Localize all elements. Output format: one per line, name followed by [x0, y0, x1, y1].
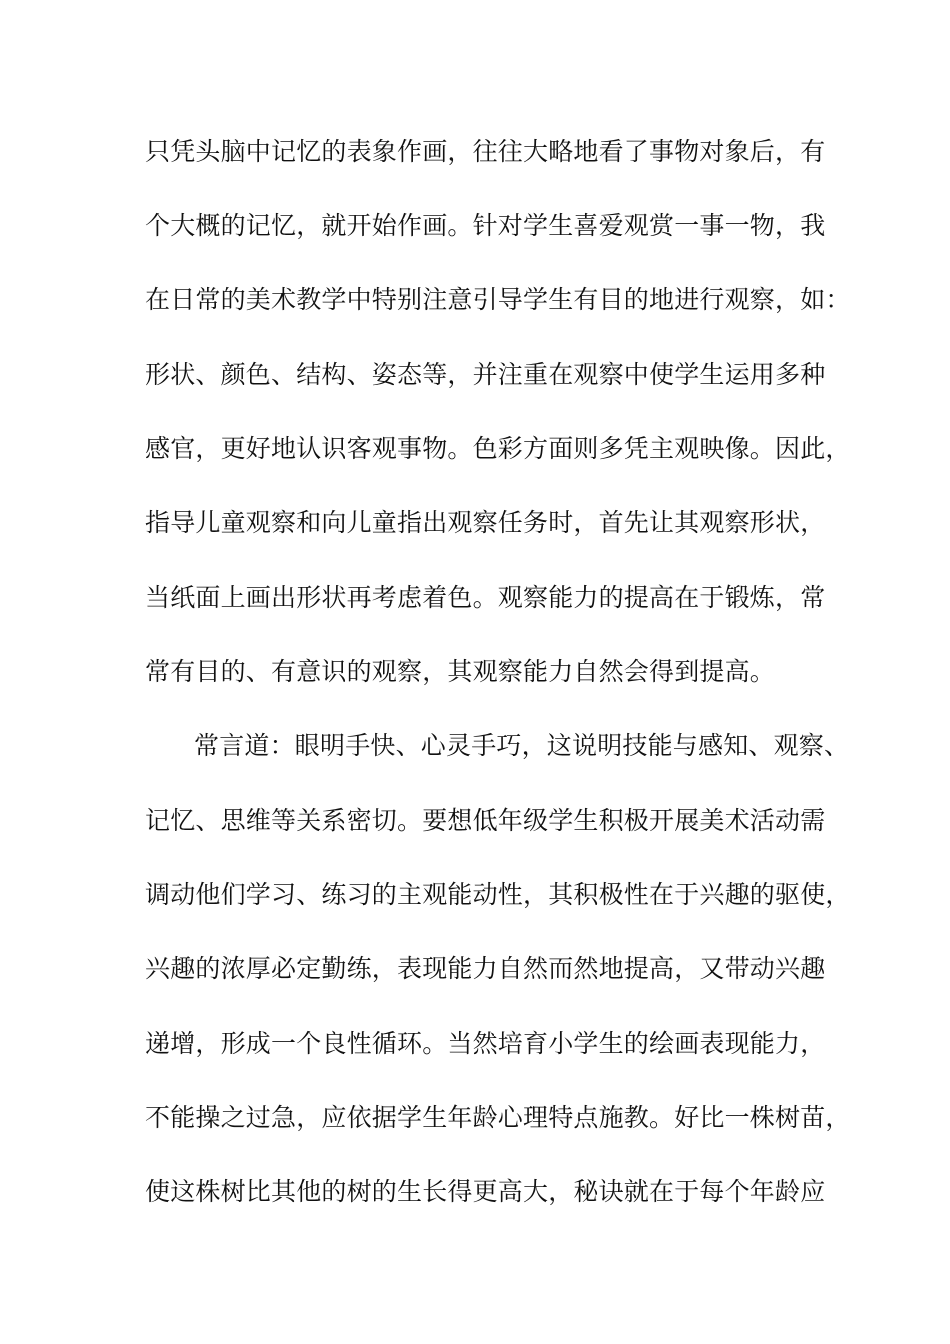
paragraph-first-line: 常言道：眼明手快、心灵手巧，这说明技能与感知、观察、 [194, 731, 850, 760]
text-line: 使这株树比其他的树的生长得更高大，秘诀就在于每个年龄应 [145, 1177, 826, 1206]
text-line: 形状、颜色、结构、姿态等，并注重在观察中使学生运用多种 [145, 360, 826, 389]
text-line: 只凭头脑中记忆的表象作画，往往大略地看了事物对象后，有 [145, 137, 826, 166]
text-line: 递增，形成一个良性循环。当然培育小学生的绘画表现能力， [145, 1029, 826, 1058]
text-line: 常有目的、有意识的观察，其观察能力自然会得到提高。 [145, 657, 776, 686]
text-line: 记忆、思维等关系密切。要想低年级学生积极开展美术活动需 [145, 806, 826, 835]
text-line: 不能操之过急，应依据学生年龄心理特点施教。好比一株树苗， [145, 1103, 851, 1132]
text-line: 兴趣的浓厚必定勤练，表现能力自然而然地提高，又带动兴趣 [145, 954, 826, 983]
text-line: 调动他们学习、练习的主观能动性，其积极性在于兴趣的驱使， [145, 880, 851, 909]
text-line: 感官，更好地认识客观事物。色彩方面则多凭主观映像。因此， [145, 434, 851, 463]
text-line: 在日常的美术教学中特别注意引导学生有目的地进行观察，如： [145, 285, 851, 314]
text-line: 个大概的记忆，就开始作画。针对学生喜爱观赏一事一物，我 [145, 211, 826, 240]
text-line: 当纸面上画出形状再考虑着色。观察能力的提高在于锻炼，常 [145, 583, 826, 612]
text-line: 指导儿童观察和向儿童指出观察任务时，首先让其观察形状， [145, 508, 826, 537]
